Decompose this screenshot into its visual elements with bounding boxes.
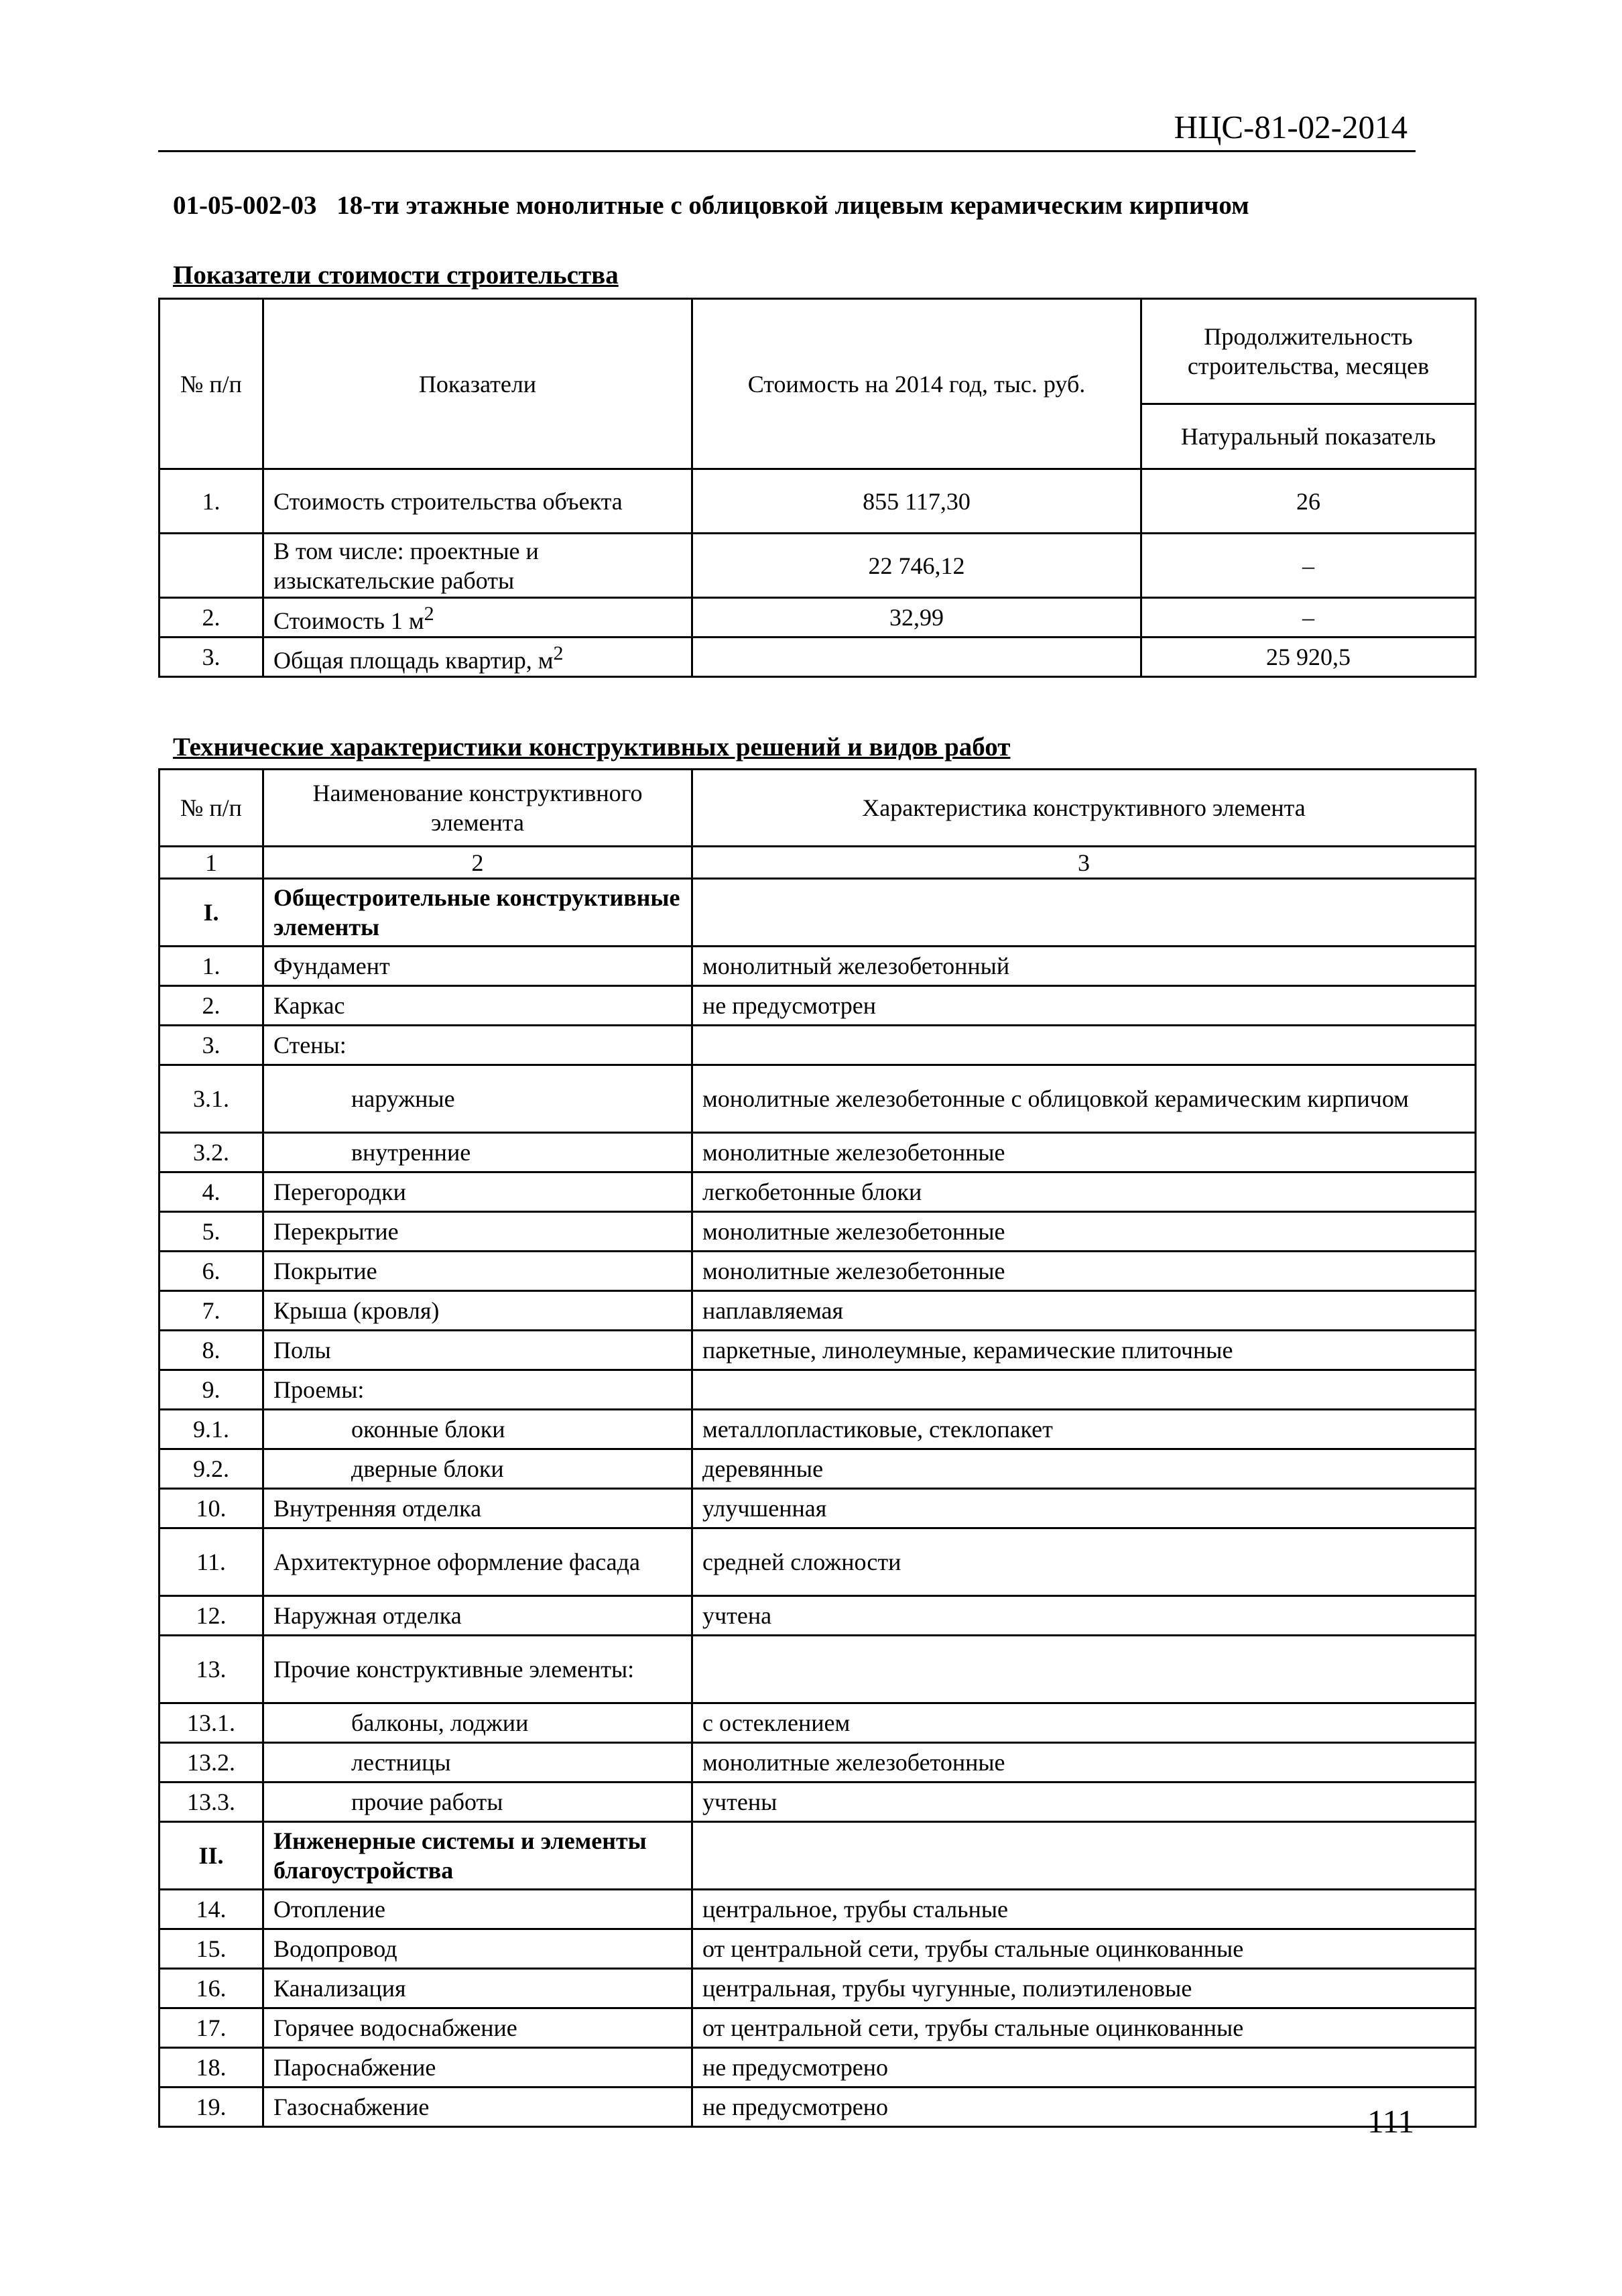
row-num: 19. bbox=[160, 2088, 263, 2127]
table-row bbox=[160, 1133, 1476, 1172]
row-characteristic: учтена bbox=[692, 1596, 1476, 1636]
row-num bbox=[160, 534, 263, 598]
row-num: 16. bbox=[160, 1969, 263, 2008]
row-value: 25 920,5 bbox=[1141, 638, 1476, 677]
page-number: 111 bbox=[1367, 2103, 1414, 2140]
row-element: Наружная отделка bbox=[263, 1596, 692, 1636]
table-row bbox=[160, 1890, 1476, 1929]
row-characteristic: монолитные железобетонные bbox=[692, 1133, 1476, 1172]
row-characteristic bbox=[692, 879, 1476, 947]
row-num: 17. bbox=[160, 2008, 263, 2048]
header-natural: Натуральный показатель bbox=[1141, 404, 1476, 469]
row-num: 1. bbox=[160, 469, 263, 534]
row-characteristic: не предусмотрено bbox=[692, 2048, 1476, 2088]
table-row bbox=[160, 1449, 1476, 1489]
row-element: Стены: bbox=[263, 1026, 692, 1065]
column-number: 2 bbox=[263, 847, 692, 879]
table-row bbox=[160, 947, 1476, 986]
table-row bbox=[160, 1212, 1476, 1252]
table-row bbox=[160, 986, 1476, 1026]
row-num: 13.2. bbox=[160, 1743, 263, 1783]
table-row bbox=[160, 1291, 1476, 1331]
row-num: 18. bbox=[160, 2048, 263, 2088]
table-row bbox=[160, 1783, 1476, 1822]
row-indicator-text: Стоимость 1 м bbox=[273, 607, 424, 634]
row-characteristic: не предусмотрен bbox=[692, 986, 1476, 1026]
row-characteristic: монолитные железобетонные bbox=[692, 1743, 1476, 1783]
row-num: 5. bbox=[160, 1212, 263, 1252]
section-code: 01-05-002-03 bbox=[173, 191, 317, 220]
row-num: 8. bbox=[160, 1331, 263, 1370]
table-row bbox=[160, 638, 1476, 677]
row-element: наружные bbox=[263, 1065, 692, 1133]
row-characteristic: легкобетонные блоки bbox=[692, 1172, 1476, 1212]
table-row bbox=[160, 1703, 1476, 1743]
header-num: № п/п bbox=[160, 770, 263, 847]
row-num: 10. bbox=[160, 1489, 263, 1528]
row-indicator: Стоимость строительства объекта bbox=[263, 469, 692, 534]
tech-table-caption: Технические характеристики конструктивных решений и видов работ bbox=[173, 733, 1011, 762]
table-row bbox=[160, 1489, 1476, 1528]
table-row bbox=[160, 469, 1476, 534]
row-characteristic: монолитные железобетонные с облицовкой керамическим кирпичом bbox=[692, 1065, 1476, 1133]
row-characteristic: паркетные, линолеумные, керамические плиточные bbox=[692, 1331, 1476, 1370]
row-num: 13. bbox=[160, 1636, 263, 1703]
row-num: 4. bbox=[160, 1172, 263, 1212]
header-characteristic: Характеристика конструктивного элемента bbox=[692, 770, 1476, 847]
table-row bbox=[160, 2048, 1476, 2088]
row-num: 3. bbox=[160, 1026, 263, 1065]
row-characteristic: с остеклением bbox=[692, 1703, 1476, 1743]
document-code: НЦС-81-02-2014 bbox=[1174, 109, 1408, 145]
row-num: 7. bbox=[160, 1291, 263, 1331]
row-num: 3.1. bbox=[160, 1065, 263, 1133]
row-element: Архитектурное оформление фасада bbox=[263, 1528, 692, 1596]
superscript: 2 bbox=[553, 642, 564, 664]
row-characteristic: металлопластиковые, стеклопакет bbox=[692, 1410, 1476, 1449]
row-element: внутренние bbox=[263, 1133, 692, 1172]
row-characteristic bbox=[692, 1822, 1476, 1890]
row-indicator bbox=[263, 638, 692, 677]
row-element: Перегородки bbox=[263, 1172, 692, 1212]
column-number: 1 bbox=[160, 847, 263, 879]
table-row bbox=[160, 1743, 1476, 1783]
row-element: дверные блоки bbox=[263, 1449, 692, 1489]
tech-table-body bbox=[160, 879, 1476, 2127]
row-element: Инженерные системы и элементы благоустройства bbox=[263, 1822, 692, 1890]
table-row bbox=[160, 1822, 1476, 1890]
table-row bbox=[160, 1252, 1476, 1291]
row-element: Фундамент bbox=[263, 947, 692, 986]
row-num: 13.1. bbox=[160, 1703, 263, 1743]
row-element: Пароснабжение bbox=[263, 2048, 692, 2088]
table-row bbox=[160, 1969, 1476, 2008]
row-num: 3.2. bbox=[160, 1133, 263, 1172]
header-rule bbox=[158, 150, 1416, 152]
row-characteristic: монолитный железобетонный bbox=[692, 947, 1476, 986]
row-element: Перекрытие bbox=[263, 1212, 692, 1252]
row-element: Канализация bbox=[263, 1969, 692, 2008]
row-value: 26 bbox=[1141, 469, 1476, 534]
row-characteristic: монолитные железобетонные bbox=[692, 1252, 1476, 1291]
row-cost bbox=[692, 638, 1141, 677]
row-characteristic: от центральной сети, трубы стальные оцинкованные bbox=[692, 1929, 1476, 1969]
header-element: Наименование конструктивного элемента bbox=[263, 770, 692, 847]
row-indicator-text: Общая площадь квартир, м bbox=[273, 647, 554, 674]
row-num: 9. bbox=[160, 1370, 263, 1410]
row-num: 11. bbox=[160, 1528, 263, 1596]
row-element: Горячее водоснабжение bbox=[263, 2008, 692, 2048]
row-element: Общестроительные конструктивные элементы bbox=[263, 879, 692, 947]
header-duration: Продолжительность строительства, месяцев bbox=[1141, 299, 1476, 404]
row-element: Проемы: bbox=[263, 1370, 692, 1410]
row-num: I. bbox=[160, 879, 263, 947]
row-characteristic: деревянные bbox=[692, 1449, 1476, 1489]
row-element: Отопление bbox=[263, 1890, 692, 1929]
row-num: 3. bbox=[160, 638, 263, 677]
row-element: Прочие конструктивные элементы: bbox=[263, 1636, 692, 1703]
table-row bbox=[160, 1528, 1476, 1596]
row-characteristic: не предусмотрено bbox=[692, 2088, 1476, 2127]
row-num: 9.2. bbox=[160, 1449, 263, 1489]
row-element: Каркас bbox=[263, 986, 692, 1026]
row-element: Покрытие bbox=[263, 1252, 692, 1291]
table-row bbox=[160, 1172, 1476, 1212]
row-characteristic bbox=[692, 1026, 1476, 1065]
row-num: 2. bbox=[160, 598, 263, 638]
row-element: Газоснабжение bbox=[263, 2088, 692, 2127]
row-element: Крыша (кровля) bbox=[263, 1291, 692, 1331]
row-characteristic: от центральной сети, трубы стальные оцинкованные bbox=[692, 2008, 1476, 2048]
row-num: 14. bbox=[160, 1890, 263, 1929]
header-indicator: Показатели bbox=[263, 299, 692, 469]
row-element: прочие работы bbox=[263, 1783, 692, 1822]
row-element: оконные блоки bbox=[263, 1410, 692, 1449]
row-element: балконы, лоджии bbox=[263, 1703, 692, 1743]
row-cost: 855 117,30 bbox=[692, 469, 1141, 534]
table-row bbox=[160, 1636, 1476, 1703]
row-value: – bbox=[1141, 598, 1476, 638]
table-row bbox=[160, 598, 1476, 638]
section-title-text: 18-ти этажные монолитные с облицовкой лицевым керамическим кирпичом bbox=[336, 191, 1249, 220]
row-characteristic: центральное, трубы стальные bbox=[692, 1890, 1476, 1929]
row-characteristic: улучшенная bbox=[692, 1489, 1476, 1528]
cost-indicators-table bbox=[158, 298, 1477, 678]
row-characteristic: наплавляемая bbox=[692, 1291, 1476, 1331]
row-characteristic bbox=[692, 1636, 1476, 1703]
row-num: II. bbox=[160, 1822, 263, 1890]
table-row bbox=[160, 2008, 1476, 2048]
column-number: 3 bbox=[692, 847, 1476, 879]
row-value: – bbox=[1141, 534, 1476, 598]
table-row bbox=[160, 1596, 1476, 1636]
row-cost: 32,99 bbox=[692, 598, 1141, 638]
table-row bbox=[160, 1370, 1476, 1410]
header-cost: Стоимость на 2014 год, тыс. руб. bbox=[692, 299, 1141, 469]
row-characteristic: средней сложности bbox=[692, 1528, 1476, 1596]
row-num: 9.1. bbox=[160, 1410, 263, 1449]
row-characteristic: центральная, трубы чугунные, полиэтиленовые bbox=[692, 1969, 1476, 2008]
row-num: 13.3. bbox=[160, 1783, 263, 1822]
table-row bbox=[160, 1410, 1476, 1449]
section-title bbox=[173, 189, 1446, 223]
table-row bbox=[160, 2088, 1476, 2127]
superscript: 2 bbox=[424, 603, 434, 625]
row-characteristic bbox=[692, 1370, 1476, 1410]
table-row bbox=[160, 879, 1476, 947]
table-row bbox=[160, 1331, 1476, 1370]
row-characteristic: монолитные железобетонные bbox=[692, 1212, 1476, 1252]
row-element: Водопровод bbox=[263, 1929, 692, 1969]
technical-characteristics-table bbox=[158, 768, 1477, 2128]
table-row bbox=[160, 1026, 1476, 1065]
cost-table-caption: Показатели стоимости строительства bbox=[173, 261, 619, 290]
row-indicator bbox=[263, 598, 692, 638]
row-num: 6. bbox=[160, 1252, 263, 1291]
table-row bbox=[160, 534, 1476, 598]
row-num: 1. bbox=[160, 947, 263, 986]
header-num: № п/п bbox=[160, 299, 263, 469]
table-row bbox=[160, 1929, 1476, 1969]
row-characteristic: учтены bbox=[692, 1783, 1476, 1822]
row-num: 15. bbox=[160, 1929, 263, 1969]
row-num: 12. bbox=[160, 1596, 263, 1636]
row-indicator: В том числе: проектные и изыскательские работы bbox=[263, 534, 692, 598]
row-num: 2. bbox=[160, 986, 263, 1026]
row-cost: 22 746,12 bbox=[692, 534, 1141, 598]
table-row bbox=[160, 1065, 1476, 1133]
row-element: лестницы bbox=[263, 1743, 692, 1783]
row-element: Полы bbox=[263, 1331, 692, 1370]
row-element: Внутренняя отделка bbox=[263, 1489, 692, 1528]
